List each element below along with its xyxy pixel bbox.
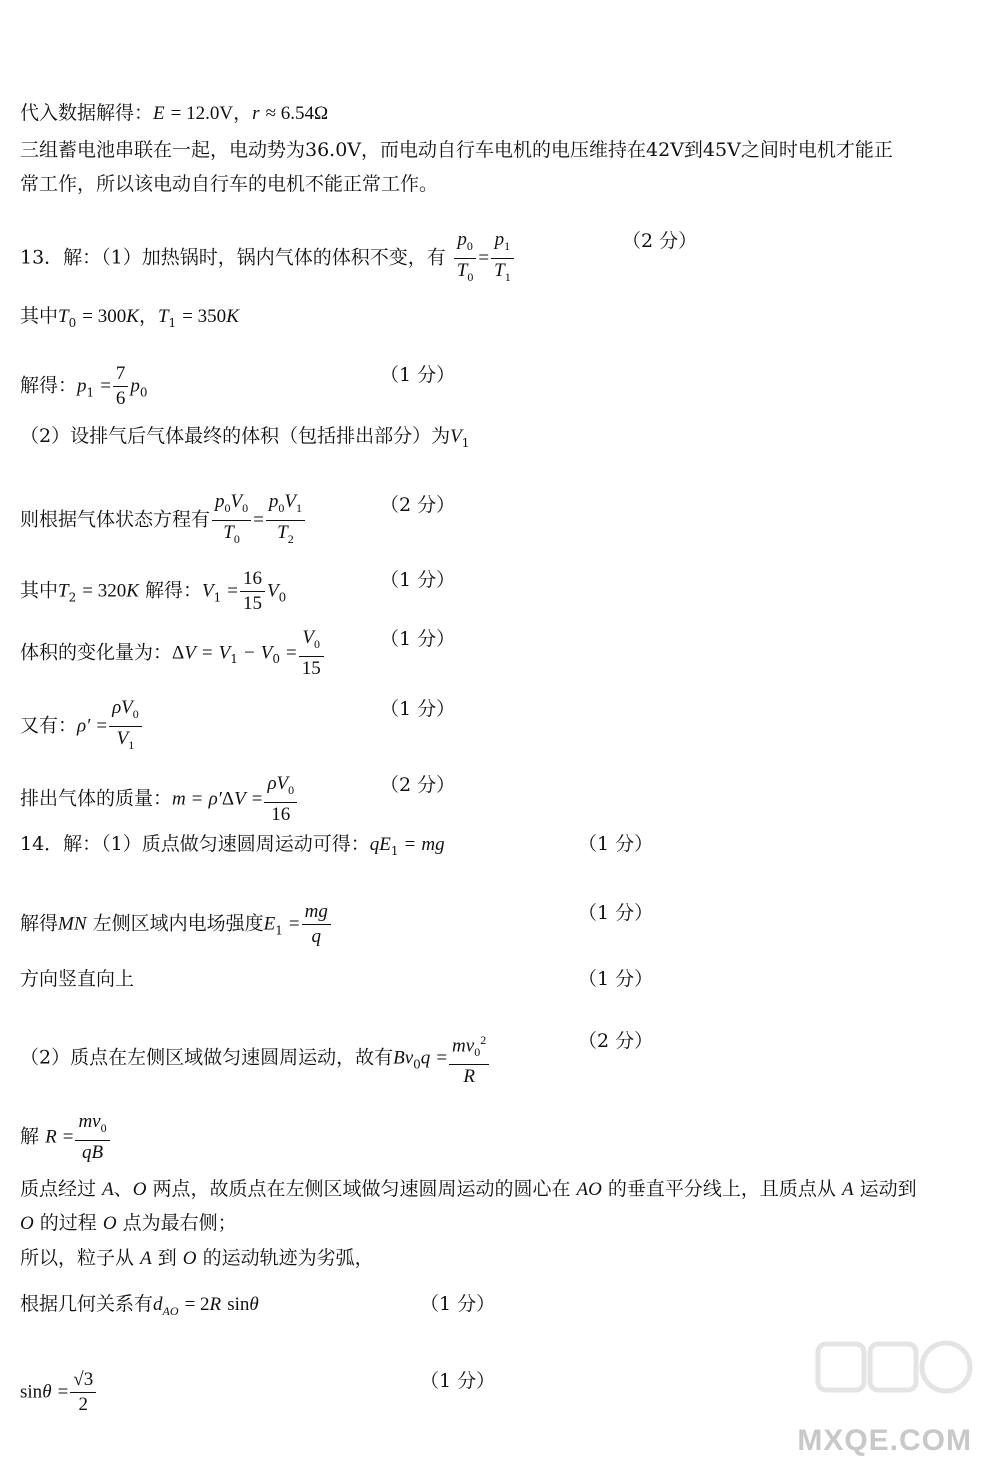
q14-center-line-1: 质点经过 A、O 两点，故质点在左侧区域做匀速圆周运动的圆心在 AO 的垂直平分线上，且质点从 A 运动到 xyxy=(20,1178,917,1200)
score-label: （1 分） xyxy=(420,1293,496,1315)
q13-delta-v: 体积的变化量为：$\Delta V = V_1 - V_0$ = $\frac{V_0}{15}$ xyxy=(20,626,326,681)
score-label: （1 分） xyxy=(578,968,654,990)
q14-e1: 解得MN 左侧区域内电场强度$E_1$ = $\frac{mg}{q}$ xyxy=(20,900,333,949)
q13-mass: 排出气体的质量：m = ρ′ΔV = $\frac{\rho V_0}{16}$ xyxy=(20,772,299,827)
q13-rho: 又有：ρ′ = $\frac{\rho V_0}{V_1}$ xyxy=(20,696,144,757)
q14-intro: 14．解：（1）质点做匀速圆周运动可得：$qE_1$ = mg xyxy=(20,833,445,858)
q13-intro: 13．解：（1）加热锅时，锅内气体的体积不变，有 $\frac{p_0}{T_0}$ = $\frac{p_1}{T_1}$ xyxy=(20,228,516,289)
q13-state-eq: 则根据气体状态方程有 $\frac{p_0V_0}{T_0}$ = $\frac{p_0V_1}{T_2}$ xyxy=(20,490,307,551)
score-label: （1 分） xyxy=(380,569,456,591)
watermark-text: MXQE.COM xyxy=(797,1424,972,1457)
q14-sin-theta: sinθ = $\frac{√3}{2}$ xyxy=(20,1368,98,1417)
q14-part2: （2）质点在左侧区域做匀速圆周运动，故有$Bv_0q$ = $\frac{mv_0^2}{R}$ xyxy=(20,1028,491,1089)
score-label: （1 分） xyxy=(578,833,654,855)
result-line: 代入数据解得：E = 12.0V，r ≈ 6.54Ω xyxy=(20,102,329,124)
q13-t2: 其中$T_2 = 320K$ 解得：$V_1$ = $\frac{16}{15}$ $V_0$ xyxy=(20,568,287,614)
q14-arc: 所以，粒子从 A 到 O 的运动轨迹为劣弧， xyxy=(20,1247,374,1269)
score-label: （1 分） xyxy=(380,628,456,650)
q13-temps: 其中$T_0 = 300K$，$T_1 = 350K$ xyxy=(20,305,239,330)
score-label: （1 分） xyxy=(380,698,456,720)
conclusion-line-1: 三组蓄电池串联在一起，电动势为36.0V，而电动自行车电机的电压维持在42V到45V之间时电机才能正 xyxy=(20,139,893,161)
score-label: （2 分） xyxy=(622,230,698,252)
conclusion-line-2: 常工作，所以该电动自行车的电机不能正常工作。 xyxy=(20,173,439,195)
score-label: （1 分） xyxy=(420,1370,496,1392)
q14-geometry: 根据几何关系有$d_{AO} = 2R$ sinθ xyxy=(20,1293,259,1318)
score-label: （1 分） xyxy=(380,364,456,386)
q14-center-line-2: O 的过程 O 点为最右侧； xyxy=(20,1212,237,1234)
score-label: （2 分） xyxy=(578,1030,654,1052)
score-label: （2 分） xyxy=(380,774,456,796)
q14-radius: 解 R = $\frac{mv_0}{qB}$ xyxy=(20,1110,112,1165)
q13-part2: （2）设排气后气体最终的体积（包括排出部分）为$V_1$ xyxy=(20,425,470,450)
q13-solve-p1: 解得：$p_1$ = $\frac{7}{6}$ $p_0$ xyxy=(20,363,148,409)
score-label: （2 分） xyxy=(380,494,456,516)
q14-direction: 方向竖直向上 xyxy=(20,968,135,990)
score-label: （1 分） xyxy=(578,902,654,924)
